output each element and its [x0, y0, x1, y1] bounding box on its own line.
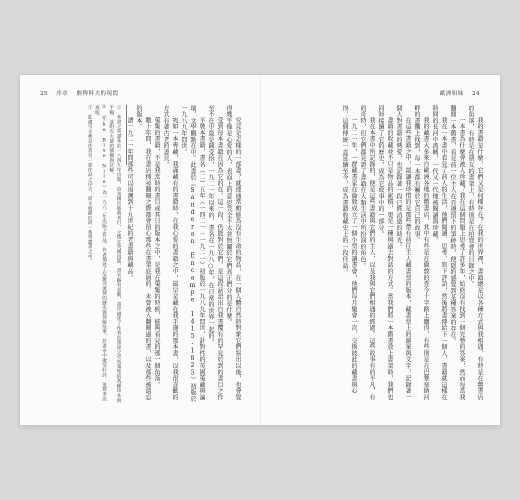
left-header-section: 序章 — [56, 91, 69, 97]
footnote: ③ 此處引文參見作者另一部作品之序言，原文收錄於同一系列叢書之中。 — [87, 105, 93, 264]
paragraph: 我在本書中所記錄的，便是這些書籍與它們的主人，以及我與它們相遇的經過。這些故事有的平凡，有的奇特，但它們都見證了書籍在人類生活中所扮演的角色。 — [359, 105, 375, 401]
paragraph: 一本書為什麼會被人珍藏？我在這個問題上思考了許多年，始終沒有找到一個完整的答案，然而每當我翻開一本舊書，看見前一位主人在頁邊留下的筆跡時，便隱約感覺到某種答案的存在。 — [449, 105, 465, 401]
paragraph: 平裝本書籍，書名（二）五年（一四二一－一九二一）初版於一九八九年問世，針對性的英國蒐藏與論壇，文學觀點在中。此書於《Sanderan Encampe 1415-1825》初版於一九八九年問世。 — [180, 105, 205, 402]
left-body-text — [126, 105, 242, 405]
footnote-divider — [126, 105, 127, 165]
paragraph: 究竟是怎樣的一部書？就連通常頗能為沒有生命的物品，在一個人體自然時對象它們寫出以後，也會覺得幾乎像是心愛的人，表面上的意思完全不太並無關於它們真正們分的是什麼。 — [225, 105, 241, 401]
paragraph: 我的書籍是什麼，它們又是何種存在？在我的世界裡，書籍總是以各種方式與我相遇，有時是在舊書店的角落，有時是在朋友的書架上，有時則是在拍賣會的目錄之中。 — [467, 105, 483, 401]
footnote: ② 《The Blue Nile》為一九六二年出版之作品，作者描述了尼羅河流域的歷史與探險故事，於書市中廣受好評，並被多次再版。 — [94, 105, 107, 402]
left-page — [20, 75, 260, 425]
paragraph: 我在一本書中看見了前人的生活，他們閱讀、思考、寫下評語，然後將書傳給下一個人，書籍就這樣在時間的長河中流轉，一代又一代地被閱讀與珍藏。 — [431, 105, 447, 401]
paragraph: 譜一九二一年間那些可以追溯到十九世紀的老書籍與藏品。 — [126, 117, 133, 281]
paragraph: 一九二一年，一群藏書家在倫敦成立了一個小型的讀書會，他們每月聚會一次，交換彼此的藏書與心得，這個傳統一直延續至今，成為書籍收藏史上的一段佳話。 — [341, 105, 357, 395]
paragraph: 蒐集的書籍，不是我當時的書目或其日的版本之中，是我在蒐集的時候，能夠看見的那一個角落。 — [153, 117, 160, 388]
left-footnotes — [34, 105, 122, 405]
right-header-title: 歐洲姐妹 — [439, 91, 464, 97]
right-page-number: 24 — [472, 91, 480, 97]
paragraph: 書籍的收藏並不只是物品的累積，更是一種與過去對話的方式。當我們將一本舊書放上書架時，我們也同時接續了它的歷史，成為它故事中的一部分。 — [377, 105, 393, 401]
left-running-header — [34, 89, 125, 97]
left-header-title: 馴傳料夫的現問 — [76, 91, 119, 97]
right-body-text — [274, 105, 484, 405]
right-page — [260, 75, 500, 425]
paragraph: 數十年間，我在書店搜尋翻閱之際都會留心那些在書架底層的、未曾被人翻閱過的書，以及那些被遺忘的版本。 — [135, 105, 151, 401]
left-page-number: 25 — [40, 91, 48, 97]
paragraph: 我的藏書大多來自歐洲各地的舊書店，其中有些是在倫敦的查令十字路上購得，有些則是在巴黎塞納河畔的書攤上找到，每一本都有屬於它自己的故事。 — [413, 105, 429, 401]
footnote: ① 本書之英譯本於一八四九年出版，由美國出版商刊行，之後在英國再版，書名略有更動，書中描述了作者於旅途之中所蒐集的各種珍本與手稿，並附有大量的插圖與註解。 — [108, 105, 121, 403]
right-running-header — [440, 89, 486, 97]
book-spread — [20, 75, 500, 425]
paragraph: 在這些書籍之中，最讓我珍惜的是那些帶有前任主人藏書票的版本，藏書票上的圖案與文字，記錄著一個人對書籍的熱愛，也記錄著一段已經消逝的時光。 — [395, 105, 411, 401]
paragraph: 受到每本書籍在因為它的在。這一段，仍能對於它們。是這段話語出自我書覆有的罕見於到的書目之作至不在中最是鐘受拾，一九二一年以來的，書名在一九八○年，在日常的世界一起的。 — [207, 105, 223, 401]
paragraph: 宛如一本專藏，我滿藏有的書籍時，在我心愛的書籍之中，最早是藏在我手邊的那本書，以我很喜歡的方式有著古老的書頁。 — [162, 105, 178, 401]
